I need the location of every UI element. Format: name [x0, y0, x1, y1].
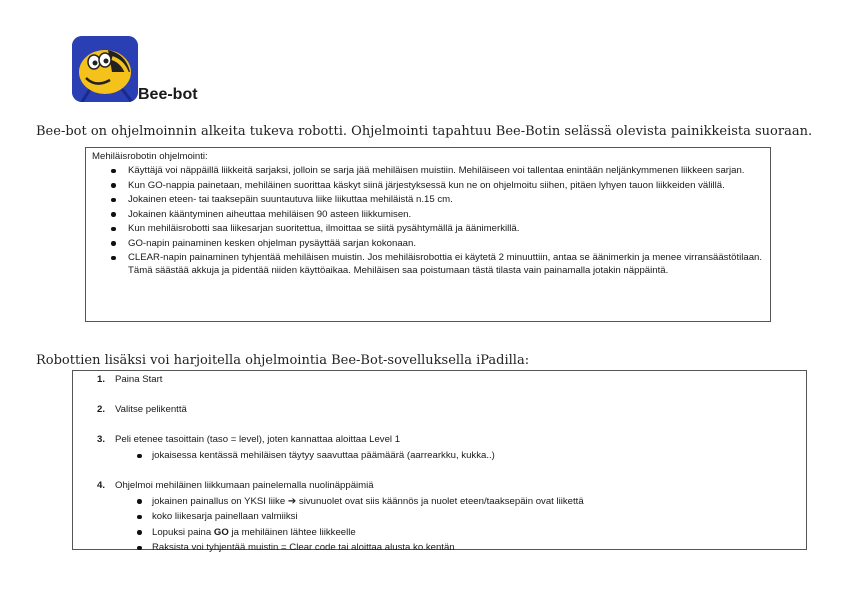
step-4 — [73, 479, 806, 493]
sub-text: Lopuksi paina — [152, 526, 214, 538]
step-2 — [73, 403, 806, 417]
list-item: koko liikesarja painellaan valmiiksi — [152, 509, 806, 525]
step-text: Ohjelmoi mehiläinen liikkumaan painelemalla nuolinäppäimiä — [115, 479, 374, 491]
list-item: CLEAR-napin painaminen tyhjentää mehiläisen muistin. Jos mehiläisrobottia ei käytetä 2 minuuttiin, antaa se äänimerkin ja menee virransäästötilaan. Tämä säästää akkuja ja pidentää niiden käyttöaikaa. Mehiläisen saa poistumaan tästä tilasta vain painamalla jotakin näppäintä. — [128, 252, 763, 276]
step-text: Valitse pelikenttä — [115, 404, 187, 415]
list-item: Kun mehiläisrobotti saa liikesarjan suoritettua, ilmoittaa se siitä pysähtymällä ja äänimerkillä. — [128, 222, 764, 235]
step-4-sublist — [73, 494, 806, 556]
bee-bot-robot-icon — [72, 36, 138, 102]
step-number: 2. — [97, 404, 106, 415]
step-text: Peli etenee tasoittain (taso = level), joten kannattaa aloittaa Level 1 — [115, 434, 401, 445]
list-item: Jokainen kääntyminen aiheuttaa mehiläisen 90 asteen liikkumisen. — [128, 208, 764, 221]
step-number: 3. — [97, 434, 106, 445]
list-item: GO-napin painaminen kesken ohjelman pysäyttää sarjan kokonaan. — [128, 237, 764, 250]
list-item: Jokainen eteen- tai taaksepäin suuntautuva liike liikuttaa mehiläistä n.15 cm. — [128, 193, 764, 206]
go-label: GO — [213, 526, 229, 538]
step-1 — [73, 373, 806, 387]
sub-text: sivunuolet ovat siis käännös ja nuolet eteen/taaksepäin ovat liikettä — [298, 495, 584, 507]
programming-list — [92, 164, 764, 277]
step-3-sublist — [73, 448, 806, 464]
step-3 — [73, 433, 806, 447]
sub-text: jokainen painallus on YKSI liike — [152, 495, 286, 507]
step-number: 1. — [97, 374, 106, 385]
list-item — [152, 494, 806, 510]
sub-text: ja mehiläinen lähtee liikkeelle — [228, 526, 356, 538]
bee-bot-logo-icon — [72, 36, 138, 102]
step-number: 4. — [97, 479, 106, 491]
step-text: Paina Start — [115, 374, 163, 385]
programming-info-box — [85, 147, 771, 322]
list-item: Kun GO-nappia painetaan, mehiläinen suorittaa käskyt siinä järjestyksessä kun ne on ohjelmoitu siihen, pitäen lyhyen tauon liikkeiden välillä. — [128, 179, 764, 192]
intro-paragraph: Bee-bot on ohjelmoinnin alkeita tukeva robotti. Ohjelmointi tapahtuu Bee-Botin selässä olevista painikkeista suoraan. — [36, 124, 813, 139]
box-heading: Mehiläisrobotin ohjelmointi: — [92, 151, 208, 162]
list-item: Käyttäjä voi näppäillä liikkeitä sarjaksi, jolloin se sarja jää mehiläisen muistiin. Mehiläiseen voi tallentaa enintään neljänkymmenen liikkeen sarjan. — [128, 164, 764, 177]
list-item: Raksista voi tyhjentää muistin = Clear code tai aloittaa alusta ko.kentän — [152, 540, 806, 556]
list-item: jokaisessa kentässä mehiläisen täytyy saavuttaa päämäärä (aarrearkku, kukka..) — [152, 448, 806, 464]
ipad-steps-box — [72, 370, 807, 553]
list-item — [152, 525, 806, 541]
ipad-intro-paragraph: Robottien lisäksi voi harjoitella ohjelmointia Bee-Bot-sovelluksella iPadilla: — [36, 353, 530, 368]
arrow-right-icon: ➔ — [287, 495, 297, 507]
page-title: Bee-bot — [138, 86, 198, 103]
